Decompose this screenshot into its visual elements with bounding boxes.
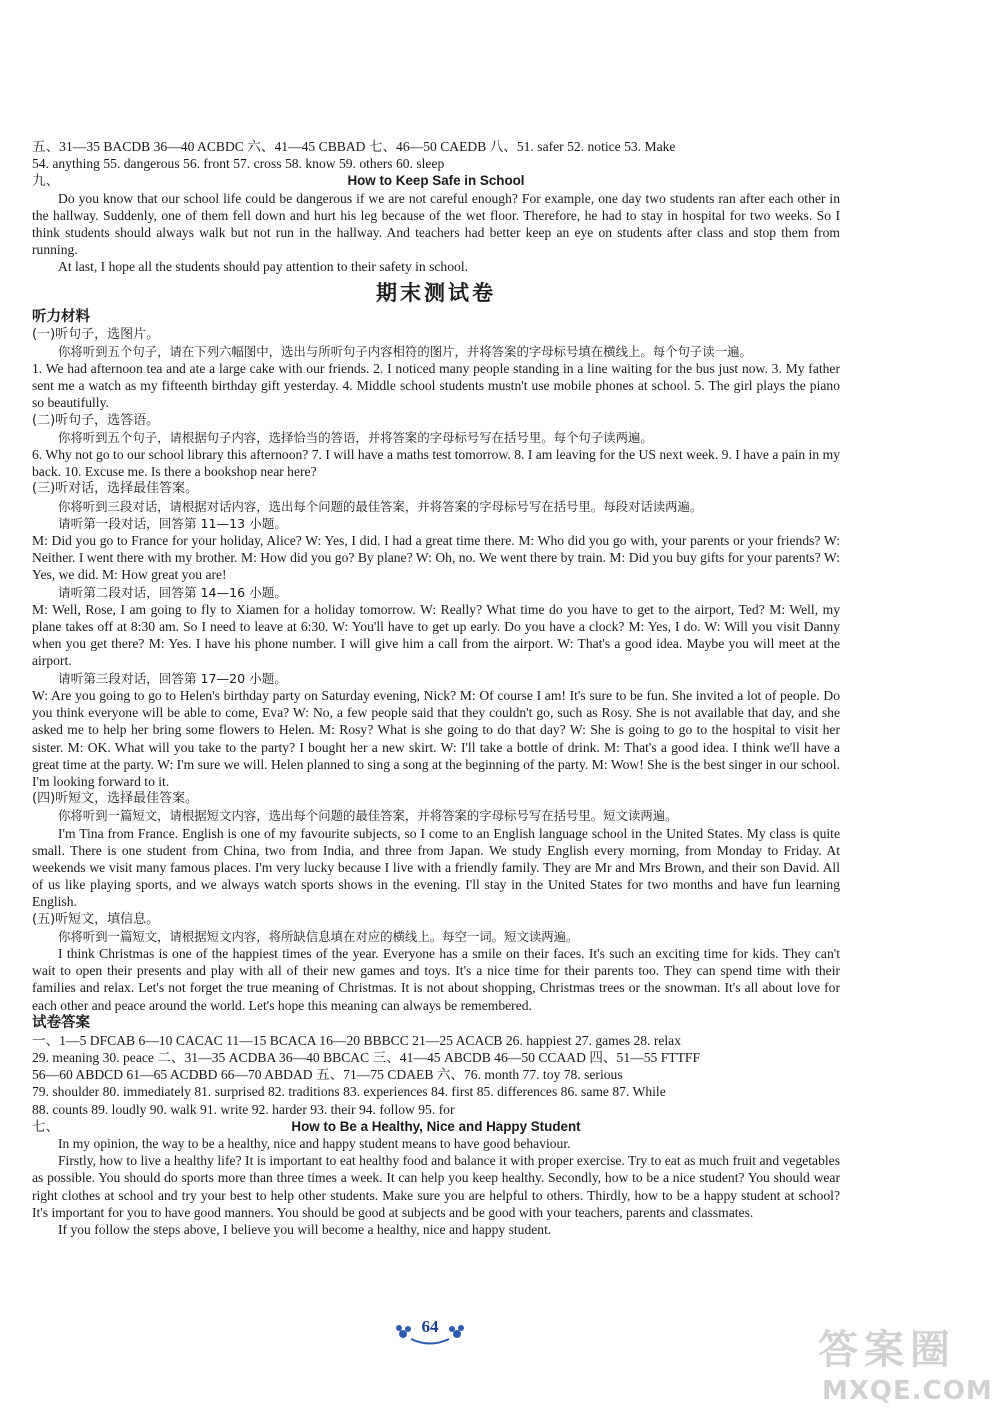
essay-paragraph: If you follow the steps above, I believe you will become a healthy, nice and happy student. [58,1221,552,1237]
instruction: 你将听到五个句子，请根据句子内容，选择恰当的答语，并将答案的字母标号写在括号里。每个句子读两遍。 [58,429,653,445]
answer-line: 56—60 ABDCD 61—65 ACDBD 66—70 ABDAD 五、71—75 CDAEB 六、76. month 77. toy 78. serious [32,1067,623,1083]
dialogue-text: M: Well, Rose, I am going to fly to Xiamen for a holiday tomorrow. W: Really? What time do you have to get to the airport, Ted? M: Well, my plane takes off at 8:30 am. So I need to leave at 6:30. W: You'll have to get up early. Do you have a clock? M: Yes, I do. W: Will you visit Danny when you get there? M: Yes. I have his phone number. I will give him a call from the airport. W: That's a good idea. Maybe you will meet at the airport. [32,601,840,669]
essay-paragraph: Firstly, how to live a healthy life? It is important to eat healthy food and balance it with proper exercise. Try to eat as much fruit and vegetables as possible. You should do sports more than three times a week. It can help you keep healthy. Secondly, how to be a nice student? You should wear right clothes at school and try your best to help other students. Make sure you are helpful to others. Thirdly, how to be a happy student at school? It's important for you to have good manners. You should be good at subjects and be good with your teachers, parents and classmates. [32,1153,840,1220]
essay-title: How to Keep Safe in School [347,173,525,189]
essay-paragraph: Do you know that our school life could be dangerous if we are not careful enough? For example, one day two students ran after each other in the hallway. Suddenly, one of them fell down and hurt his leg because of the wet floor. Therefore, he had to stay in hospital for two weeks. So I think students should always walk but not run in the hallway. And teachers had better keep an eye on students after class and stop them from running. [32,190,840,258]
essay-title: How to Be a Healthy, Nice and Happy Student [291,1118,581,1134]
page-title: 期末测试卷 [376,280,496,305]
answer-line: 79. shoulder 80. immediately 81. surprised 82. traditions 83. experiences 84. first 85. differences 86. same 87. While [32,1084,666,1100]
essay-title-row [32,172,840,189]
page-number-badge [395,1312,465,1346]
page-content [32,138,840,1238]
watermark-logo: 答案圈 [818,1327,956,1373]
instruction: 你将听到一篇短文，请根据短文内容，将所缺信息填在对应的横线上。每空一词。短文读两遍。 [58,928,579,944]
subsection-heading: (一)听句子，选图片。 [32,326,160,342]
instruction: 你将听到一篇短文，请根据短文内容，选出每个问题的最佳答案，并将答案的字母标号写在括号里。短文读两遍。 [58,808,678,824]
subsection-heading: (三)听对话，选择最佳答案。 [32,481,199,497]
listening-text: 1. We had afternoon tea and ate a large cake with our friends. 2. I noticed many people standing in a line waiting for the bus just now. 3. My father sent me a watch as my fifteenth birthday gift yesterday. 4. Middle school students mustn't use mobile phones at school. 5. The girl plays the piano so beautifully. [32,361,840,411]
answer-line: 一、1—5 DFCAB 6—10 CACAC 11—15 BCACA 16—20 BBBCC 21—25 ACACB 26. happiest 27. games 28. relax [32,1032,682,1048]
instruction: 你将听到五个句子，请在下列六幅图中，选出与所听句子内容相符的图片，并将答案的字母标号填在横线上。每个句子读一遍。 [58,343,752,359]
answer-line: 88. counts 89. loudly 90. walk 91. write 92. harder 93. their 94. follow 95. for [32,1101,455,1117]
dialogue-text: W: Are you going to go to Helen's birthday party on Saturday evening, Nick? M: Of course I am! It's sure to be fun. She invited a lot of people. Do you think everyone will be able to come, Eva? W: No, a few people said that they couldn't go, such as Rosy. She is not available that day, and she asked me to help her bring some flowers to Helen. M: Rosy? What is she going to do that day? W: She is going to go to the hospital to visit her sister. M: OK. What will you take to the party? I bought her a new skirt. W: I'll take a bottle of drink. M: That's a good idea. I think we'll have a great time at the party. W: I'm sure we will. Helen planned to sing a song at the beginning of the party. M: Wow! She is the best singer in our school. I'm looking forward to it. [32,687,840,789]
listening-text: I think Christmas is one of the happiest times of the year. Everyone has a smile on their faces. It's such an exciting time for kids. They can't wait to open their presents and play with all of their new games and toys. It's a nice time for their parents too. They can spend time with their families and relax. Let's not forget the true meaning of Christmas. It is not about shopping, Christmas trees or the snowman. It's all about love for each other and peace around the world. Let's hope this meaning can always be remembered. [32,945,840,1013]
section-label: 七、 [32,1118,60,1134]
section-heading: 试卷答案 [32,1014,90,1031]
subsection-heading: (二)听句子，选答语。 [32,412,160,428]
subsection-heading: (五)听短文，填信息。 [32,911,160,927]
dialogue-heading: 请听第三段对话，回答第 17—20 小题。 [58,670,287,686]
answer-line: 29. meaning 30. peace 二、31—35 ACDBA 36—40 BBCAC 三、41—45 ABCDB 46—50 CCAAD 四、51—55 FTTFF [32,1049,700,1065]
answer-line: 54. anything 55. dangerous 56. front 57. cross 58. know 59. others 60. sleep [32,156,445,172]
instruction: 你将听到三段对话，请根据对话内容，选出每个问题的最佳答案，并将答案的字母标号写在括号里。每段对话读两遍。 [58,498,703,514]
watermark [818,1318,993,1410]
section-heading: 听力材料 [32,308,90,325]
essay-paragraph: In my opinion, the way to be a healthy, nice and happy student means to have good behaviour. [58,1135,571,1151]
dialogue-heading: 请听第一段对话，回答第 11—13 小题。 [58,515,287,531]
essay-paragraph: At last, I hope all the students should pay attention to their safety in school. [58,259,469,275]
watermark-url: MXQE.COM [822,1376,993,1406]
dialogue-heading: 请听第二段对话，回答第 14—16 小题。 [58,584,287,600]
subsection-heading: (四)听短文，选择最佳答案。 [32,791,199,807]
listening-text: 6. Why not go to our school library this afternoon? 7. I will have a maths test tomorrow. 8. I am leaving for the US next week. 9. I have a pain in my back. 10. Excuse me. Is there a bookshop near here? [32,447,840,480]
answer-line: 五、31—35 BACDB 36—40 ACBDC 六、41—45 CBBAD 七、46—50 CAEDB 八、51. safer 52. notice 53. Make [32,139,676,154]
listening-text: I'm Tina from France. English is one of my favourite subjects, so I come to an English language school in the United States. My class is quite small. There is one student from China, two from India, and three from Japan. We study English every morning, from Monday to Friday. At weekends we visit many famous places. I'm very lucky because I live with a friendly family. They are Mr and Mrs Brown, and their son David. All of us like playing sports, and we always watch sports shows in the evening. I'll stay in the United States for two months and have fun learning English. [32,825,840,910]
section-label: 九、 [32,173,60,189]
essay-title-row [32,1118,840,1135]
page-number: 64 [421,1317,439,1336]
dialogue-text: M: Did you go to France for your holiday, Alice? W: Yes, I did. I had a great time there. M: Who did you go with, your parents or your friends? W: Neither. I went there with my brother. M: How did you go? By plane? W: Oh, no. We went there by train. M: Did you buy gifts for your parents? W: Yes, we did. M: How great you are! [32,533,840,583]
